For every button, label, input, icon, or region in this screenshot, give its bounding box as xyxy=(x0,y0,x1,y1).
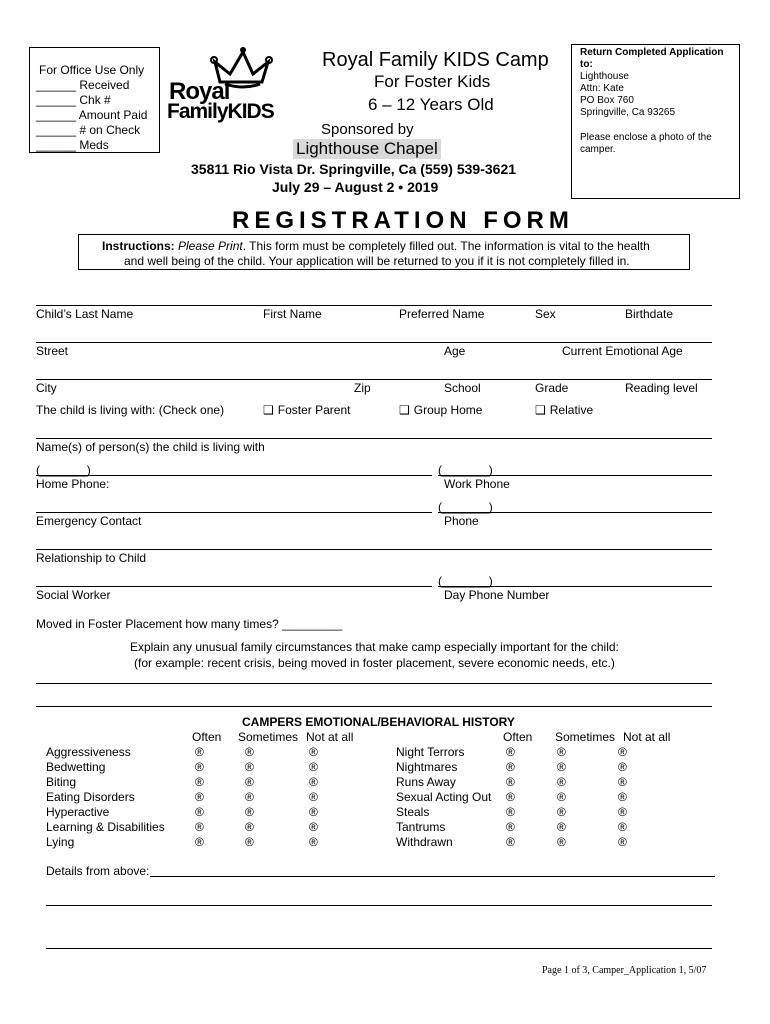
label-moved-placement[interactable]: Moved in Foster Placement how many times? _________ xyxy=(36,617,343,631)
radio-option[interactable]: ® xyxy=(195,820,204,834)
ages: 6 – 12 Years Old xyxy=(368,95,494,114)
label-zip: Zip xyxy=(354,381,371,395)
radio-option[interactable]: ® xyxy=(245,805,254,819)
social-worker-phone-prefix: (_______) xyxy=(438,574,493,588)
label-emergency-contact: Emergency Contact xyxy=(36,514,142,528)
radio-option[interactable]: ® xyxy=(309,835,318,849)
behavior-item-right: Sexual Acting Out xyxy=(396,790,492,804)
logo xyxy=(165,44,290,124)
radio-option[interactable]: ® xyxy=(557,835,566,849)
relationship-line[interactable] xyxy=(36,549,712,550)
behavior-item-right: Runs Away xyxy=(396,775,456,789)
option-relative: Relative xyxy=(549,403,594,417)
work-phone-prefix: (_______) xyxy=(438,463,493,477)
radio-option[interactable]: ® xyxy=(309,790,318,804)
radio-option[interactable]: ® xyxy=(309,820,318,834)
col-sometimes-left: Sometimes xyxy=(238,730,299,744)
label-preferred-name: Preferred Name xyxy=(399,307,485,321)
radio-option[interactable]: ® xyxy=(506,775,515,789)
radio-option[interactable]: ® xyxy=(309,805,318,819)
return-address-line: PO Box 760 xyxy=(580,95,634,106)
office-use-item[interactable]: ______ # on Check xyxy=(36,123,141,137)
label-street: Street xyxy=(36,344,69,358)
instructions-emph: Please Print xyxy=(178,239,243,253)
emergency-phone-prefix: (_______) xyxy=(438,500,493,514)
instructions-label: Instructions: xyxy=(102,239,175,253)
radio-option[interactable]: ® xyxy=(506,835,515,849)
name-line[interactable] xyxy=(36,305,712,306)
camp-address: 35811 Rio Vista Dr. Springville, Ca (559) 539-3621 xyxy=(191,161,517,177)
label-persons-living: Name(s) of person(s) the child is living with xyxy=(36,440,265,454)
radio-option[interactable]: ® xyxy=(195,745,204,759)
radio-option[interactable]: ® xyxy=(557,820,566,834)
radio-option[interactable]: ® xyxy=(506,745,515,759)
sponsor-name: Lighthouse Chapel xyxy=(293,139,441,159)
radio-option[interactable]: ® xyxy=(309,745,318,759)
return-note: Please enclose a photo of the camper. xyxy=(580,132,712,155)
radio-option[interactable]: ® xyxy=(557,775,566,789)
home-phone-prefix: (_______) xyxy=(36,463,91,477)
col-notatall-right: Not at all xyxy=(623,730,671,744)
radio-option[interactable]: ® xyxy=(195,760,204,774)
radio-option[interactable]: ® xyxy=(618,790,627,804)
label-first-name: First Name xyxy=(263,307,322,321)
radio-option[interactable]: ® xyxy=(557,745,566,759)
office-use-item[interactable]: ______ Amount Paid xyxy=(36,108,148,122)
label-day-phone: Day Phone Number xyxy=(444,588,550,602)
label-work-phone: Work Phone xyxy=(444,477,510,491)
return-address-line: Springville, Ca 93265 xyxy=(580,107,676,118)
radio-option[interactable]: ® xyxy=(195,790,204,804)
radio-option[interactable]: ® xyxy=(195,805,204,819)
logo-familykids: FamilyKIDS xyxy=(167,100,274,123)
label-sex: Sex xyxy=(535,307,556,321)
radio-option[interactable]: ® xyxy=(195,835,204,849)
label-phone: Phone xyxy=(444,514,479,528)
sponsored-by: Sponsored by xyxy=(321,121,414,138)
radio-option[interactable]: ® xyxy=(618,805,627,819)
work-phone-line[interactable] xyxy=(438,475,712,476)
label-emotional-age: Current Emotional Age xyxy=(562,344,683,358)
office-use-item[interactable]: ______ Received xyxy=(36,78,130,92)
street-line[interactable] xyxy=(36,342,712,343)
behavior-item-left: Aggressiveness xyxy=(46,745,131,759)
behavior-item-left: Hyperactive xyxy=(46,805,110,819)
explain-answer-line-2[interactable] xyxy=(36,706,712,707)
label-details: Details from above: xyxy=(46,864,150,878)
label-last-name: Child’s Last Name xyxy=(36,307,134,321)
home-phone-line[interactable] xyxy=(36,475,432,476)
radio-option[interactable]: ® xyxy=(618,760,627,774)
label-grade: Grade xyxy=(535,381,569,395)
col-often-left: Often xyxy=(192,730,222,744)
checkbox-group-home[interactable] xyxy=(399,403,482,417)
behavior-item-left: Learning & Disabilities xyxy=(46,820,165,834)
social-worker-line[interactable] xyxy=(36,586,432,587)
persons-line[interactable] xyxy=(36,438,712,439)
explain-line2: (for example: recent crisis, being moved in foster placement, severe economic needs, etc.) xyxy=(134,656,615,670)
return-address-line: Attn: Kate xyxy=(580,83,624,94)
radio-option[interactable]: ® xyxy=(245,790,254,804)
behavior-item-left: Bedwetting xyxy=(46,760,106,774)
return-address-line: Lighthouse xyxy=(580,71,629,82)
radio-option[interactable]: ® xyxy=(309,775,318,789)
camp-name: Royal Family KIDS Camp xyxy=(322,49,549,71)
office-use-title: For Office Use Only xyxy=(39,63,145,77)
radio-option[interactable]: ® xyxy=(245,745,254,759)
behavior-item-right: Steals xyxy=(396,805,430,819)
radio-option[interactable]: ® xyxy=(557,805,566,819)
label-age: Age xyxy=(444,344,466,358)
label-living-with: The child is living with: (Check one) xyxy=(36,403,225,417)
radio-option[interactable]: ® xyxy=(557,760,566,774)
for-foster-kids: For Foster Kids xyxy=(374,72,491,91)
option-group-home: Group Home xyxy=(413,403,483,417)
instructions-line1 xyxy=(102,239,650,253)
radio-option[interactable]: ® xyxy=(195,775,204,789)
radio-option[interactable]: ® xyxy=(309,760,318,774)
radio-option[interactable]: ® xyxy=(618,775,627,789)
details-line-3[interactable] xyxy=(46,948,712,949)
explain-line1: Explain any unusual family circumstances that make camp especially important for the child: xyxy=(130,640,619,654)
behavior-item-left: Eating Disorders xyxy=(46,790,135,804)
office-use-item[interactable]: ______ Chk # xyxy=(36,93,111,107)
emergency-phone-line[interactable] xyxy=(438,512,712,513)
label-social-worker: Social Worker xyxy=(36,588,111,602)
checkbox-relative[interactable] xyxy=(535,403,593,417)
radio-option[interactable]: ® xyxy=(506,805,515,819)
logo-royal: Royal xyxy=(169,78,230,105)
radio-option[interactable]: ® xyxy=(245,760,254,774)
form-title: REGISTRATION FORM xyxy=(232,207,574,234)
col-sometimes-right: Sometimes xyxy=(555,730,616,744)
option-foster-parent: Foster Parent xyxy=(277,403,351,417)
behavior-item-left: Lying xyxy=(46,835,75,849)
explain-answer-line-1[interactable] xyxy=(36,683,712,684)
radio-option[interactable]: ® xyxy=(618,745,627,759)
details-line-1[interactable] xyxy=(150,876,715,877)
behavior-item-left: Biting xyxy=(46,775,77,789)
label-reading-level: Reading level xyxy=(625,381,698,395)
radio-option[interactable]: ® xyxy=(557,790,566,804)
instructions-text: . This form must be completely filled out. The information is vital to the health xyxy=(242,239,650,253)
radio-option[interactable]: ® xyxy=(506,820,515,834)
page-footer: Page 1 of 3, Camper_Application 1, 5/07 xyxy=(542,965,707,976)
return-title: Return Completed Application to: xyxy=(580,47,724,70)
city-line[interactable] xyxy=(36,379,712,380)
radio-option[interactable]: ® xyxy=(506,760,515,774)
behavior-item-right: Tantrums xyxy=(396,820,446,834)
radio-option[interactable]: ® xyxy=(245,835,254,849)
instructions-line2: and well being of the child. Your application will be returned to you if it is not completely filled in. xyxy=(124,254,630,268)
label-relationship: Relationship to Child xyxy=(36,551,147,565)
behavior-title: CAMPERS EMOTIONAL/BEHAVIORAL HISTORY xyxy=(242,715,515,729)
office-use-item[interactable]: ______ Meds xyxy=(36,138,109,152)
radio-option[interactable]: ® xyxy=(506,790,515,804)
col-often-right: Often xyxy=(503,730,533,744)
camp-dates: July 29 – August 2 • 2019 xyxy=(272,179,439,195)
details-line-2[interactable] xyxy=(46,905,712,906)
col-notatall-left: Not at all xyxy=(306,730,354,744)
checkbox-foster-parent[interactable] xyxy=(263,403,350,417)
label-home-phone: Home Phone: xyxy=(36,477,110,491)
behavior-item-right: Night Terrors xyxy=(396,745,465,759)
radio-option[interactable]: ® xyxy=(245,820,254,834)
behavior-item-right: Withdrawn xyxy=(396,835,453,849)
radio-option[interactable]: ® xyxy=(618,820,627,834)
emergency-contact-line[interactable] xyxy=(36,512,432,513)
label-city: City xyxy=(36,381,57,395)
behavior-item-right: Nightmares xyxy=(396,760,458,774)
label-school: School xyxy=(444,381,481,395)
radio-option[interactable]: ® xyxy=(245,775,254,789)
radio-option[interactable]: ® xyxy=(618,835,627,849)
day-phone-line[interactable] xyxy=(438,586,712,587)
label-birthdate: Birthdate xyxy=(625,307,674,321)
